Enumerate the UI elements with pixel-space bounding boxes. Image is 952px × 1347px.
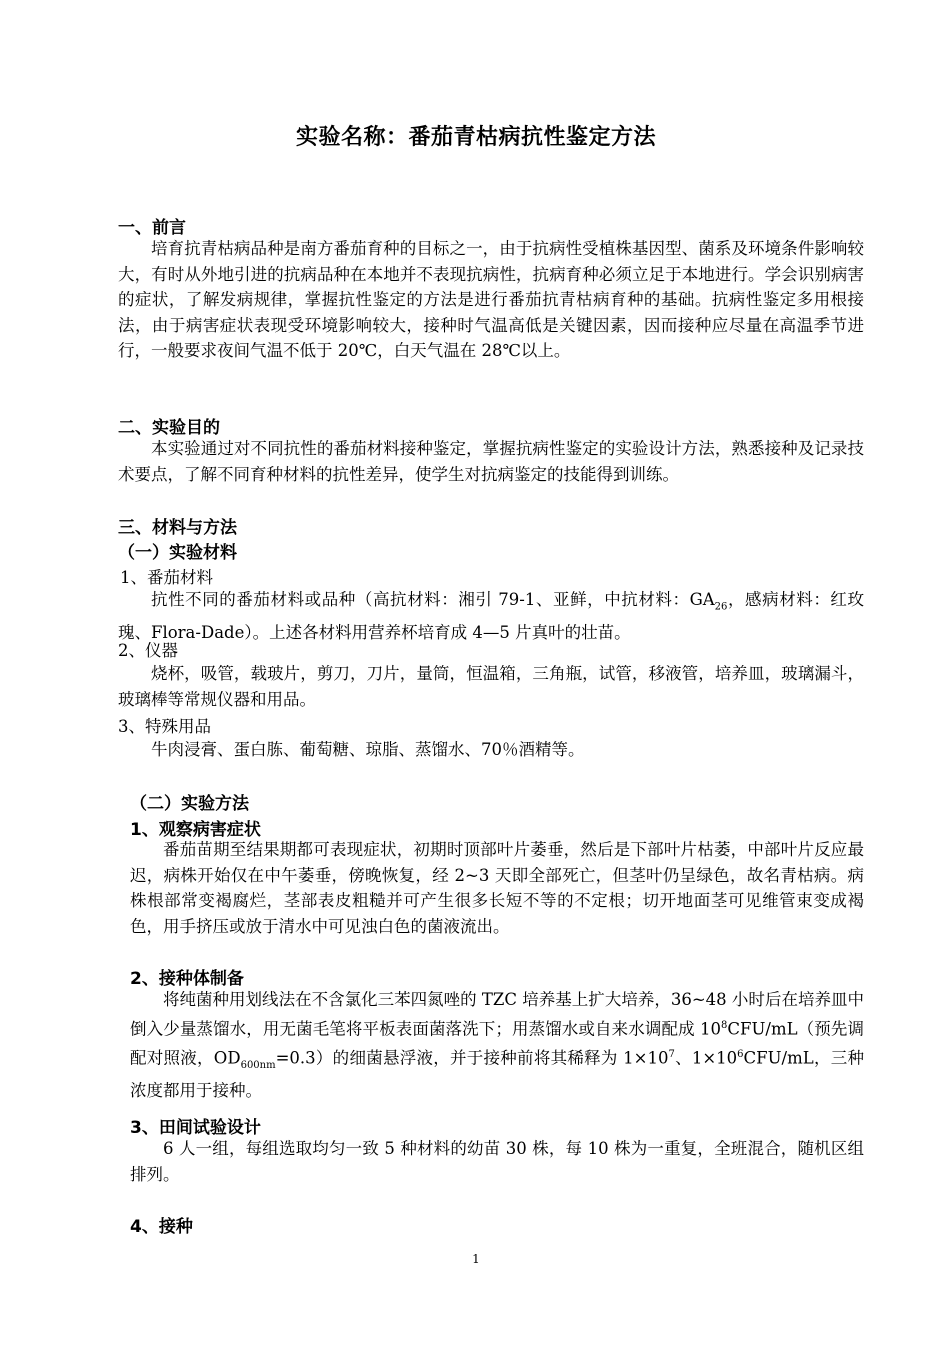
method-3-heading: 3、田间试验设计 bbox=[130, 1118, 261, 1138]
method-2-text-d: 、1×10 bbox=[674, 1048, 738, 1067]
subsection-heading-materials: （一）实验材料 bbox=[118, 543, 237, 563]
method-2-sup-1: 8 bbox=[721, 1019, 728, 1031]
section-heading-materials-methods: 三、材料与方法 bbox=[118, 518, 237, 538]
method-2-heading: 2、接种体制备 bbox=[130, 969, 244, 989]
section-heading-purpose: 二、实验目的 bbox=[118, 418, 220, 438]
method-2-sub-1: 600nm bbox=[240, 1059, 276, 1071]
document-title: 实验名称：番茄青枯病抗性鉴定方法 bbox=[295, 125, 656, 150]
material-1-text bbox=[118, 587, 864, 645]
page-number: 1 bbox=[472, 1252, 480, 1266]
method-2-sup-2: 7 bbox=[668, 1048, 675, 1060]
material-2-text: 烧杯，吸管，载玻片，剪刀，刀片，量筒，恒温箱，三角瓶，试管，移液管，培养皿，玻璃漏斗，玻璃棒等常规仪器和用品。 bbox=[118, 664, 864, 709]
method-2-sup-3: 6 bbox=[737, 1048, 744, 1060]
method-2-text-c: =0.3）的细菌悬浮液，并于接种前将其稀释为 1×10 bbox=[275, 1048, 669, 1067]
method-4-heading: 4、接种 bbox=[130, 1217, 193, 1237]
method-1-text: 番茄苗期至结果期都可表现症状，初期时顶部叶片萎垂，然后是下部叶片枯萎，中部叶片反应最迟，病株开始仅在中午萎垂，傍晚恢复，经 2~3 天即全部死亡，但茎叶仍呈绿色，故名青枯病。病株根部常变褐腐烂，茎部表皮粗糙并可产生很多长短不等的不定根；切开地面茎可见维管束变成褐色，用手挤压或放于清水中可见浊白色的菌液流出。 bbox=[130, 840, 864, 936]
purpose-paragraph: 本实验通过对不同抗性的番茄材料接种鉴定，掌握抗病性鉴定的实验设计方法，熟悉接种及记录技术要点，了解不同育种材料的抗性差异，使学生对抗病鉴定的技能得到训练。 bbox=[118, 439, 864, 484]
material-3-text: 牛肉浸膏、蛋白胨、葡萄糖、琼脂、蒸馏水、70％酒精等。 bbox=[151, 740, 585, 759]
preface-paragraph: 培育抗青枯病品种是南方番茄育种的目标之一，由于抗病性受植株基因型、菌系及环境条件影响较大，有时从外地引进的抗病品种在本地并不表现抗病性，抗病育种必须立足于本地进行。学会识别病害的症状，了解发病规律，掌握抗性鉴定的方法是进行番茄抗青枯病育种的基础。抗病性鉴定多用根接法，由于病害症状表现受环境影响较大，接种时气温高低是关键因素，因而接种应尽量在高温季节进行，一般要求夜间气温不低于 20℃，白天气温在 28℃以上。 bbox=[118, 239, 864, 360]
method-2-text-a: 将纯菌种用划线法在不含氯化三苯四氮唑的 TZC 培养基上扩大培养，36~48 小时后在培养皿中倒入少量蒸馏水，用无菌毛笔将平板表面菌落洗下；用蒸馏水或自来水调配成 10 bbox=[130, 990, 864, 1038]
material-1-text-b: ，感病材料：红玫瑰、Flora-Dade）。上述各材料用营养杯培育成 4—5 片真叶的壮苗。 bbox=[118, 590, 864, 642]
subsection-heading-methods: （二）实验方法 bbox=[130, 794, 249, 814]
method-1-heading: 1、观察病害症状 bbox=[130, 820, 261, 840]
material-2-label: 2、仪器 bbox=[118, 641, 178, 660]
section-heading-preface: 一、前言 bbox=[118, 218, 186, 238]
material-1-label: 1、番茄材料 bbox=[120, 568, 213, 587]
method-2-text-b: CFU/mL（预先调配对照液，OD bbox=[130, 1019, 864, 1067]
method-3-text: 6 人一组，每组选取均匀一致 5 种材料的幼苗 30 株，每 10 株为一重复，全班混合，随机区组排列。 bbox=[130, 1139, 864, 1184]
method-2-text bbox=[130, 987, 864, 1103]
material-3-label: 3、特殊用品 bbox=[118, 717, 211, 736]
material-1-text-subscript: 26 bbox=[714, 601, 728, 613]
material-1-text-a: 抗性不同的番茄材料或品种（高抗材料：湘引 79-1、亚鲜，中抗材料：GA bbox=[151, 590, 715, 609]
method-2-text-e: CFU/mL，三种浓度都用于接种。 bbox=[130, 1048, 864, 1100]
